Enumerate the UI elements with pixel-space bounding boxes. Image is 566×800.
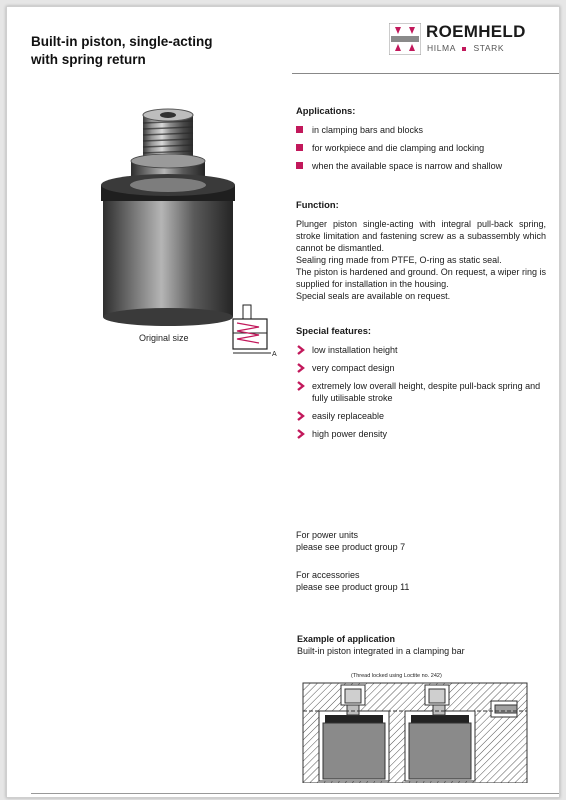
logo-mark-icon [389, 23, 421, 55]
arrow-bullet-icon [296, 381, 306, 391]
function-paragraph-4: Special seals are available on request. [296, 291, 451, 301]
accessories-reference: For accessories please see product group 11 [296, 570, 410, 592]
application-drawing [301, 671, 529, 783]
title-line-1: Built-in piston, single-acting [31, 34, 213, 49]
arrow-bullet-icon [296, 363, 306, 373]
list-item: low installation height [296, 344, 546, 356]
applications-heading: Applications: [296, 105, 356, 116]
roemheld-logo [389, 21, 549, 57]
brand-sub-hilma: HILMA [427, 43, 456, 53]
function-heading: Function: [296, 199, 339, 210]
datasheet-page [6, 6, 560, 798]
function-paragraph-2: Sealing ring made from PTFE, O-ring as static seal. [296, 255, 502, 265]
bullet-square-icon [296, 126, 303, 133]
hydraulic-symbol-icon [229, 303, 285, 363]
list-item: extremely low overall height, despite pull-back spring and fully utilisable stroke [296, 380, 546, 404]
list-item: for workpiece and die clamping and locking [296, 142, 546, 154]
function-paragraph-3: The piston is hardened and ground. On request, a wiper ring is supplied for installation in the housing. [296, 267, 546, 289]
brand-subline [427, 43, 504, 53]
header-rule [292, 73, 559, 74]
brand-name: ROEMHELD [426, 22, 526, 41]
footer-rule [31, 793, 559, 794]
page-title [31, 33, 251, 69]
list-item: easily replaceable [296, 410, 546, 422]
brand-separator-icon [462, 47, 466, 51]
symbol-port-label: A [272, 351, 277, 358]
bullet-square-icon [296, 162, 303, 169]
drawing-note: (Thread locked using Loctite no. 242) [351, 673, 442, 679]
example-section [297, 633, 527, 657]
arrow-bullet-icon [296, 345, 306, 355]
special-features-heading: Special features: [296, 325, 372, 336]
applications-section [296, 105, 546, 178]
image-caption: Original size [139, 333, 189, 343]
brand-sub-stark: STARK [473, 43, 505, 53]
product-image [91, 105, 247, 327]
list-item: very compact design [296, 362, 546, 374]
example-subtitle: Built-in piston integrated in a clamping bar [297, 646, 465, 656]
example-heading: Example of application [297, 634, 396, 644]
list-item: when the available space is narrow and shallow [296, 160, 546, 172]
arrow-bullet-icon [296, 429, 306, 439]
bullet-square-icon [296, 144, 303, 151]
power-units-reference: For power units please see product group 7 [296, 530, 406, 552]
title-line-2: with spring return [31, 52, 146, 67]
arrow-bullet-icon [296, 411, 306, 421]
list-item: high power density [296, 428, 546, 440]
list-item: in clamping bars and blocks [296, 124, 546, 136]
function-paragraph-1: Plunger piston single-acting with integral pull-back spring, stroke limitation and fastening screw as a subassembly which cannot be dismantled. [296, 219, 546, 253]
special-features-section [296, 325, 546, 446]
function-section [296, 199, 546, 302]
